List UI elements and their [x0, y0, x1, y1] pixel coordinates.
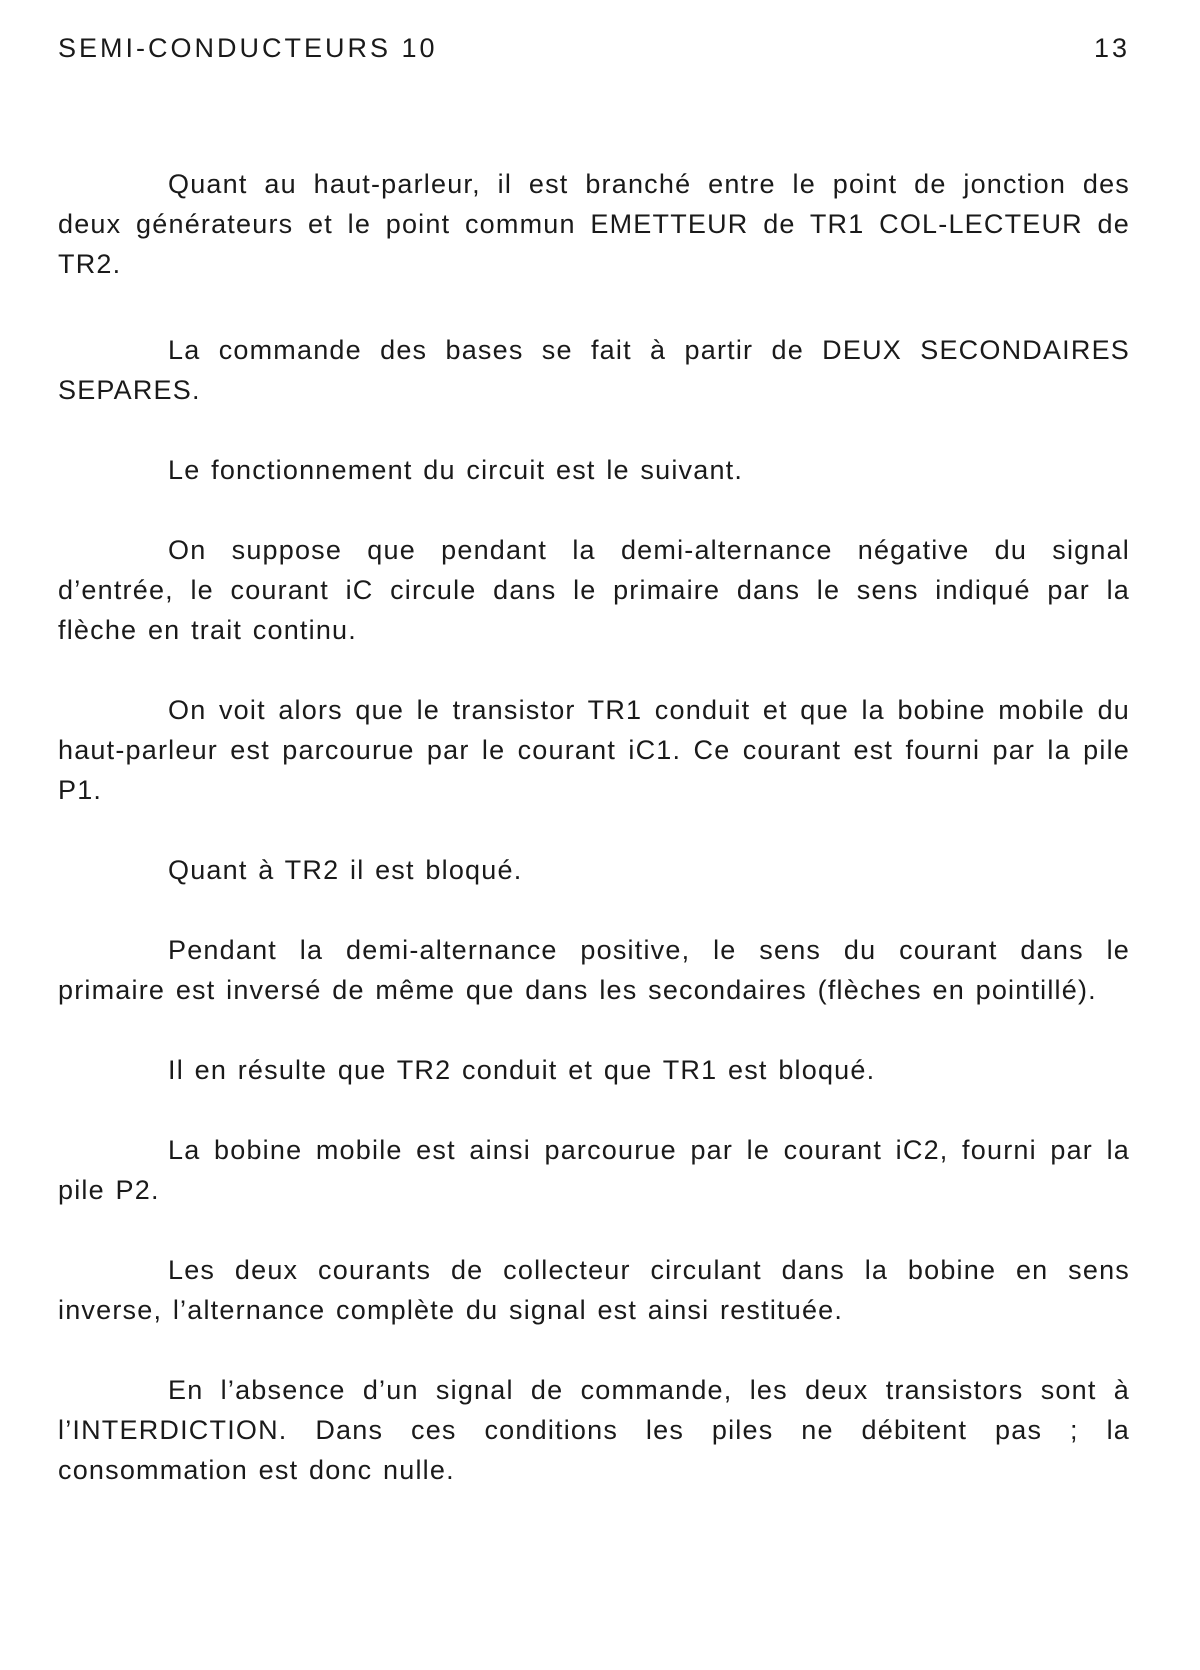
header-title: SEMI-CONDUCTEURS 10 — [58, 32, 438, 63]
paragraph-9: La bobine mobile est ainsi parcourue par le courant iC2, fourni par la pile P2. — [58, 1135, 1130, 1205]
running-header — [58, 28, 1130, 68]
paragraph-5: On voit alors que le transistor TR1 conduit et que la bobine mobile du haut-parleur est parcourue par le courant iC1. Ce courant est fourni par la pile P1. — [58, 695, 1130, 805]
paragraph-4: On suppose que pendant la demi-alternance négative du signal d’entrée, le courant iC circule dans le primaire dans le sens indiqué par la flèche en trait continu. — [58, 535, 1130, 645]
paragraph-2: La commande des bases se fait à partir de DEUX SECONDAIRES SEPARES. — [58, 335, 1130, 405]
body-text — [58, 164, 1130, 1490]
paragraph-10: Les deux courants de collecteur circulant dans la bobine en sens inverse, l’alternance complète du signal est ainsi restituée. — [58, 1255, 1130, 1325]
paragraph-6: Quant à TR2 il est bloqué. — [168, 855, 523, 885]
paragraph-3: Le fonctionnement du circuit est le suivant. — [168, 455, 744, 485]
paragraph-1: Quant au haut-parleur, il est branché entre le point de jonction des deux générateurs et le point commun EMETTEUR de TR1 COL-LECTEUR de TR2. — [58, 169, 1130, 279]
paragraph-11: En l’absence d’un signal de commande, les deux transistors sont à l’INTERDICTION. Dans ces conditions les piles ne débitent pas ; la consommation est donc nulle. — [58, 1375, 1130, 1485]
page-number: 13 — [1093, 32, 1130, 63]
paragraph-7: Pendant la demi-alternance positive, le sens du courant dans le primaire est inversé de même que dans les secondaires (flèches en pointillé). — [58, 935, 1130, 1005]
paragraph-8: Il en résulte que TR2 conduit et que TR1 est bloqué. — [168, 1055, 876, 1085]
